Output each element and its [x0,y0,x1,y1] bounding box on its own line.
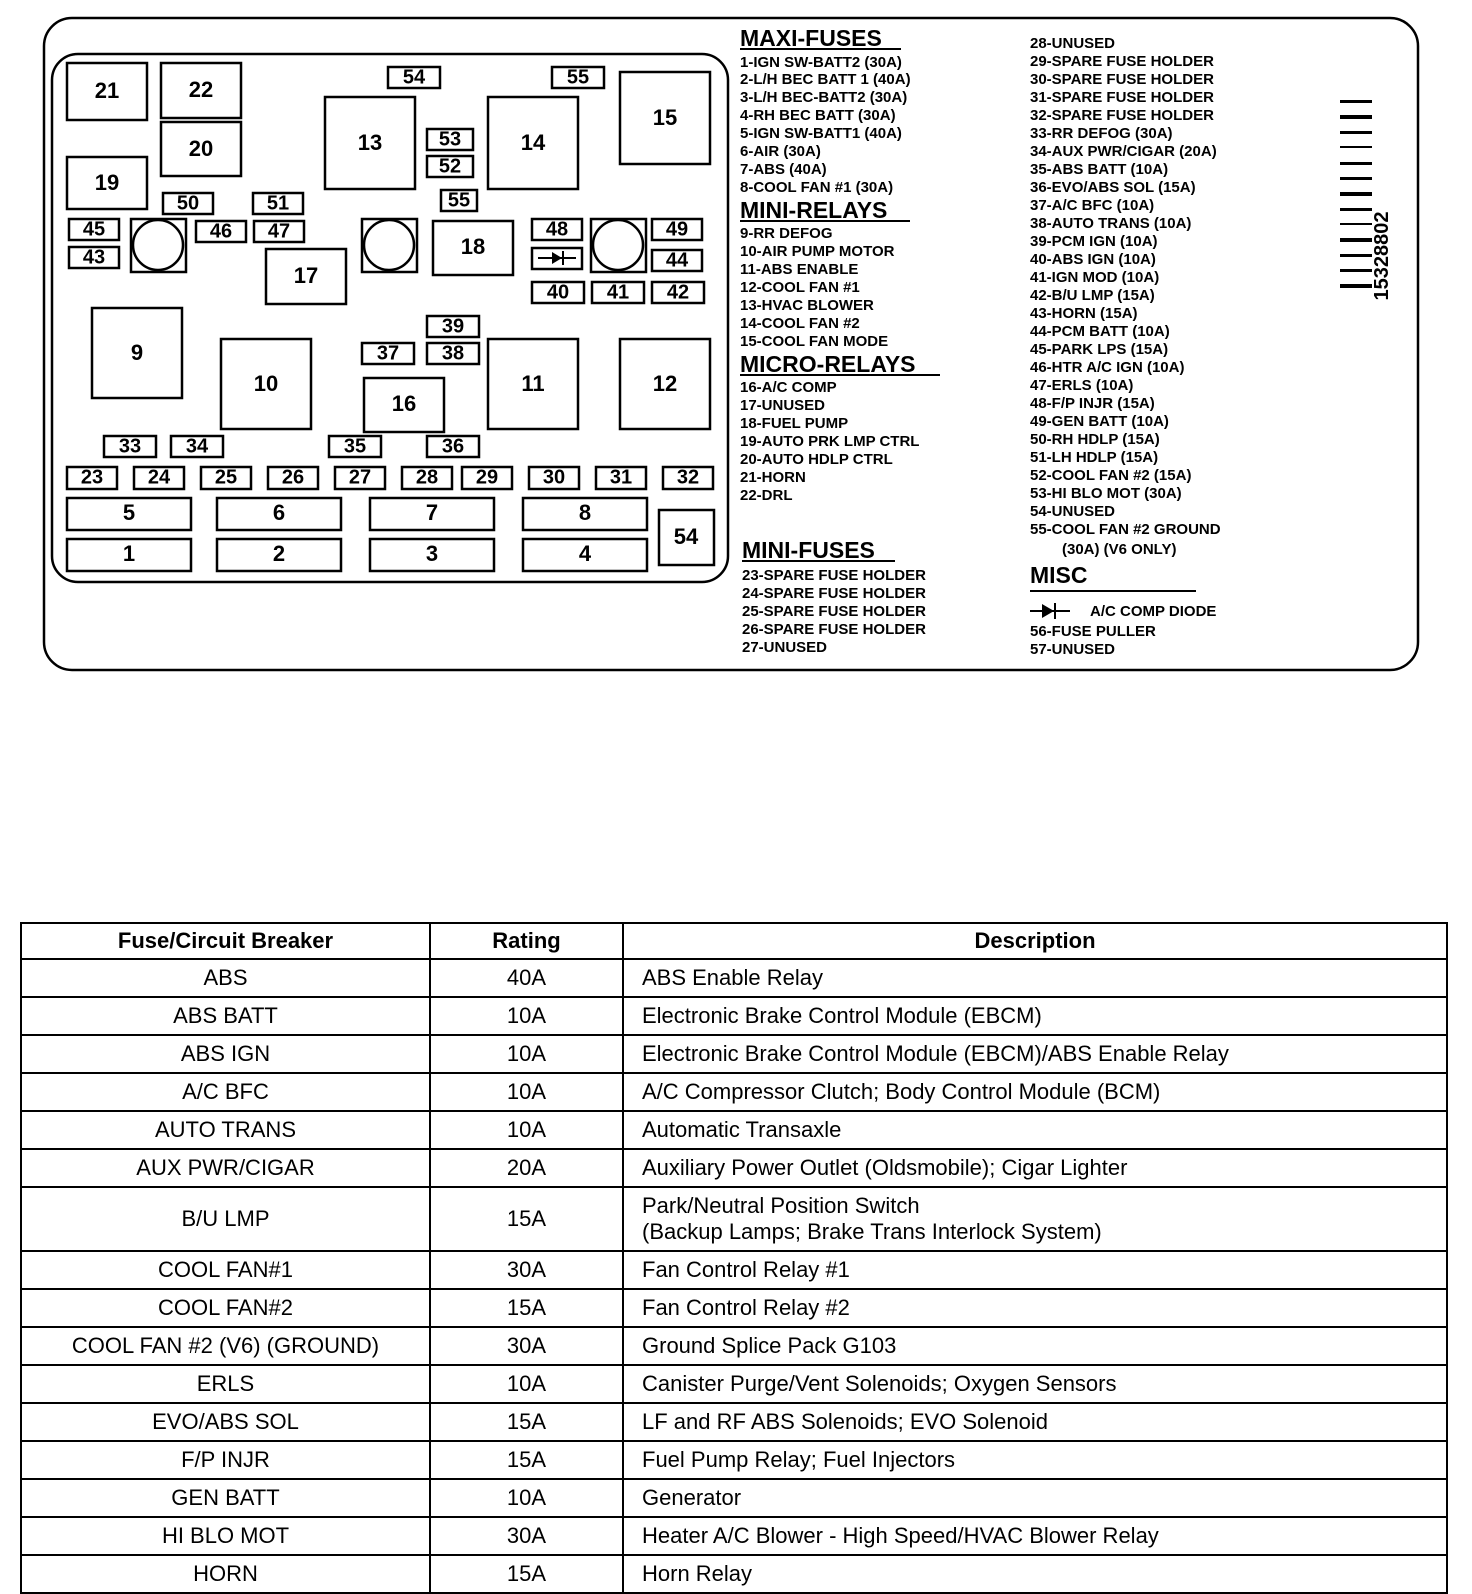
svg-text:11-ABS ENABLE: 11-ABS ENABLE [740,261,859,278]
svg-text:38-AUTO TRANS (10A): 38-AUTO TRANS (10A) [1030,215,1192,232]
cell-description [623,1187,1447,1251]
fuse-33 [104,435,156,457]
cell-description: Canister Purge/Vent Solenoids; Oxygen Sensors [623,1365,1447,1403]
svg-text:17: 17 [293,262,319,288]
cell-fuse: ABS IGN [21,1035,430,1073]
maxi-fuses-heading: MAXI-FUSES [740,25,882,51]
table-header-row [21,923,1447,959]
svg-text:28: 28 [415,466,439,489]
table-row [21,997,1447,1035]
table-row [21,1111,1447,1149]
svg-text:16: 16 [391,390,417,416]
relay-13 [325,97,415,189]
fuse-25 [201,466,251,489]
svg-text:37: 37 [376,342,400,365]
table-row [21,1327,1447,1365]
table-row [21,1035,1447,1073]
cell-description: Fuel Pump Relay; Fuel Injectors [623,1441,1447,1479]
svg-text:6: 6 [272,499,286,525]
cell-description: ABS Enable Relay [623,959,1447,997]
svg-text:21-HORN: 21-HORN [740,469,806,486]
table-row [21,1517,1447,1555]
svg-text:39: 39 [441,315,465,338]
fuse-31 [596,466,646,489]
table-row [21,1365,1447,1403]
col-header-rating: Rating [430,923,623,959]
svg-text:7-ABS (40A): 7-ABS (40A) [740,161,827,178]
svg-text:51: 51 [266,192,290,215]
fuse-26 [268,466,318,489]
connector-circle-left [133,220,183,270]
svg-text:23-SPARE FUSE HOLDER: 23-SPARE FUSE HOLDER [742,567,926,584]
fuse-51 [253,192,303,214]
fuse-49 [652,218,702,240]
svg-text:44: 44 [665,249,689,272]
svg-text:1-IGN SW-BATT2 (30A): 1-IGN SW-BATT2 (30A) [740,54,902,71]
cell-fuse: COOL FAN#1 [21,1251,430,1289]
fuse-46 [196,220,246,242]
cell-description: A/C Compressor Clutch; Body Control Module (BCM) [623,1073,1447,1111]
cell-description: Horn Relay [623,1555,1447,1593]
svg-text:22: 22 [188,76,214,102]
svg-text:49: 49 [665,218,689,241]
svg-text:18: 18 [460,233,486,259]
cell-rating: 10A [430,1111,623,1149]
svg-text:26: 26 [281,466,305,489]
svg-text:9: 9 [130,339,144,365]
fuse-23 [67,466,117,489]
svg-text:18-FUEL PUMP: 18-FUEL PUMP [740,415,849,432]
cell-fuse: AUTO TRANS [21,1111,430,1149]
svg-text:52: 52 [438,155,462,178]
fuse-35 [329,435,381,457]
svg-text:41: 41 [606,281,630,304]
svg-text:45: 45 [82,218,106,241]
relay-10 [221,339,311,429]
relay-20 [161,122,241,176]
svg-text:30: 30 [542,466,566,489]
relay-19 [67,157,147,209]
svg-text:36: 36 [441,435,465,458]
cell-fuse: HORN [21,1555,430,1593]
svg-text:40-ABS IGN (10A): 40-ABS IGN (10A) [1030,251,1156,268]
svg-text:47-ERLS (10A): 47-ERLS (10A) [1030,377,1134,394]
cell-description: Heater A/C Blower - High Speed/HVAC Blower Relay [623,1517,1447,1555]
relay-15 [620,72,710,164]
svg-text:46-HTR A/C IGN (10A): 46-HTR A/C IGN (10A) [1030,359,1185,376]
fuse-52 [427,155,473,177]
micro-relays-heading: MICRO-RELAYS [740,351,916,377]
maxi-fuse-6 [217,498,341,530]
box-54-bottom [659,510,714,565]
cell-rating: 15A [430,1555,623,1593]
cell-fuse: F/P INJR [21,1441,430,1479]
svg-text:35-ABS BATT (10A): 35-ABS BATT (10A) [1030,161,1169,178]
svg-text:20-AUTO HDLP CTRL: 20-AUTO HDLP CTRL [740,451,893,468]
maxi-fuse-8 [523,498,647,530]
fuse-43 [69,246,119,268]
fuse-37 [362,342,414,364]
relay-17 [266,249,346,304]
fuse-29 [462,466,512,489]
connector-circle-center [364,220,414,270]
svg-text:19-AUTO PRK LMP CTRL: 19-AUTO PRK LMP CTRL [740,433,920,450]
diode-icon [1030,603,1070,619]
fuse-55 [441,189,477,211]
relay-16 [364,378,444,432]
table-row [21,1403,1447,1441]
maxi-fuse-3 [370,539,494,571]
svg-text:9-RR DEFOG: 9-RR DEFOG [740,225,833,242]
cell-fuse: ERLS [21,1365,430,1403]
description-line-2: (Backup Lamps; Brake Trans Interlock System) [642,1219,1102,1244]
cell-rating: 15A [430,1187,623,1251]
cell-fuse: HI BLO MOT [21,1517,430,1555]
svg-text:27-UNUSED: 27-UNUSED [742,639,828,656]
description-line-1: Park/Neutral Position Switch [642,1193,920,1218]
fuse-55-top [552,66,604,88]
svg-text:8: 8 [578,499,592,525]
svg-text:32: 32 [676,466,700,489]
svg-text:13-HVAC BLOWER: 13-HVAC BLOWER [740,297,874,314]
fuse-50 [163,192,213,214]
maxi-fuse-5 [67,498,191,530]
svg-text:16-A/C COMP: 16-A/C COMP [740,379,837,396]
relay-11 [488,339,578,429]
svg-text:2: 2 [272,540,286,566]
svg-text:43-HORN (15A): 43-HORN (15A) [1030,305,1138,322]
svg-text:14-COOL FAN #2: 14-COOL FAN #2 [740,315,860,332]
svg-text:3: 3 [425,540,439,566]
table-row [21,1289,1447,1327]
svg-text:1: 1 [122,540,136,566]
cell-fuse: A/C BFC [21,1073,430,1111]
fuse-40 [532,281,584,303]
svg-text:2-L/H BEC BATT 1 (40A): 2-L/H BEC BATT 1 (40A) [740,71,911,88]
svg-text:4: 4 [578,540,592,566]
cell-fuse: GEN BATT [21,1479,430,1517]
cell-rating: 30A [430,1251,623,1289]
svg-text:10: 10 [253,370,279,396]
cell-fuse: COOL FAN #2 (V6) (GROUND) [21,1327,430,1365]
cell-description: Fan Control Relay #2 [623,1289,1447,1327]
cell-rating: 30A [430,1517,623,1555]
svg-text:6-AIR (30A): 6-AIR (30A) [740,143,821,160]
mini-fuses-heading: MINI-FUSES [742,537,875,563]
cell-fuse: AUX PWR/CIGAR [21,1149,430,1187]
svg-text:53-HI BLO MOT (30A): 53-HI BLO MOT (30A) [1030,485,1182,502]
svg-text:55: 55 [447,189,471,212]
fuse-54-top [388,66,440,88]
fuse-53 [427,128,473,150]
svg-text:42-B/U LMP (15A): 42-B/U LMP (15A) [1030,287,1155,304]
cell-description: Electronic Brake Control Module (EBCM) [623,997,1447,1035]
fuse-47 [254,220,304,242]
relay-22 [161,63,241,118]
cell-description: LF and RF ABS Solenoids; EVO Solenoid [623,1403,1447,1441]
fuse-48 [532,218,582,240]
misc-heading: MISC [1030,562,1088,588]
svg-text:25: 25 [214,466,238,489]
svg-text:8-COOL FAN #1 (30A): 8-COOL FAN #1 (30A) [740,179,894,196]
barcode-number: 15328802 [1371,211,1393,301]
svg-text:27: 27 [348,466,372,489]
svg-text:5: 5 [122,499,136,525]
svg-text:24: 24 [147,466,171,489]
cell-rating: 10A [430,997,623,1035]
svg-text:46: 46 [209,220,233,243]
fuse-41 [592,281,644,303]
fuse-38 [427,342,479,364]
svg-text:55: 55 [566,66,590,89]
barcode [1340,100,1372,288]
table-row [21,1073,1447,1111]
svg-text:28-UNUSED: 28-UNUSED [1030,35,1116,52]
svg-text:54-UNUSED: 54-UNUSED [1030,503,1116,520]
fuse-34 [171,435,223,457]
svg-text:7: 7 [425,499,439,525]
svg-text:13: 13 [357,129,383,155]
col-header-description: Description [623,923,1447,959]
cell-fuse: EVO/ABS SOL [21,1403,430,1441]
svg-text:24-SPARE FUSE HOLDER: 24-SPARE FUSE HOLDER [742,585,926,602]
svg-text:32-SPARE FUSE HOLDER: 32-SPARE FUSE HOLDER [1030,107,1214,124]
cell-rating: 10A [430,1035,623,1073]
svg-text:41-IGN MOD (10A): 41-IGN MOD (10A) [1030,269,1160,286]
svg-text:34-AUX PWR/CIGAR (20A): 34-AUX PWR/CIGAR (20A) [1030,143,1217,160]
svg-text:12: 12 [652,370,678,396]
fuse-24 [134,466,184,489]
diode-slot [532,248,582,269]
svg-text:44-PCM BATT (10A): 44-PCM BATT (10A) [1030,323,1170,340]
cell-description: Electronic Brake Control Module (EBCM)/ABS Enable Relay [623,1035,1447,1073]
svg-text:31-SPARE FUSE HOLDER: 31-SPARE FUSE HOLDER [1030,89,1214,106]
fuse-27 [335,466,385,489]
svg-text:48: 48 [545,218,569,241]
svg-text:52-COOL FAN #2 (15A): 52-COOL FAN #2 (15A) [1030,467,1192,484]
col-header-fuse: Fuse/Circuit Breaker [21,923,430,959]
svg-text:54: 54 [673,523,699,549]
svg-text:33: 33 [118,435,142,458]
table-row [21,1187,1447,1251]
svg-text:29: 29 [475,466,499,489]
maxi-fuse-1 [67,539,191,571]
svg-text:21: 21 [94,77,120,103]
svg-text:23: 23 [80,466,104,489]
relay-9 [92,308,182,398]
fuse-36 [427,435,479,457]
svg-text:47: 47 [267,220,291,243]
svg-text:54: 54 [402,66,426,89]
svg-text:36-EVO/ABS SOL (15A): 36-EVO/ABS SOL (15A) [1030,179,1196,196]
cell-fuse: B/U LMP [21,1187,430,1251]
fuse-39 [427,315,479,337]
svg-text:45-PARK LPS (15A): 45-PARK LPS (15A) [1030,341,1169,358]
svg-text:38: 38 [441,342,465,365]
cell-rating: 10A [430,1073,623,1111]
table-row [21,1441,1447,1479]
svg-text:15-COOL FAN MODE: 15-COOL FAN MODE [740,333,889,350]
cell-rating: 15A [430,1289,623,1327]
svg-text:3-L/H BEC-BATT2 (30A): 3-L/H BEC-BATT2 (30A) [740,89,908,106]
svg-text:57-UNUSED: 57-UNUSED [1030,641,1116,658]
fuse-30 [529,466,579,489]
cell-fuse: ABS [21,959,430,997]
fuse-28 [402,466,452,489]
connector-circle-right [593,220,643,270]
svg-text:15: 15 [652,104,678,130]
fuse-table [20,922,1448,1594]
svg-text:11: 11 [521,370,545,396]
relay-14 [488,97,578,189]
svg-text:35: 35 [343,435,367,458]
svg-text:20: 20 [188,135,214,161]
fuse-44 [652,249,702,271]
svg-text:40: 40 [546,281,570,304]
svg-text:17-UNUSED: 17-UNUSED [740,397,826,414]
svg-text:50: 50 [176,192,200,215]
table-row [21,1251,1447,1289]
svg-text:34: 34 [185,435,209,458]
fuse-32 [663,466,713,489]
fuse-45 [69,218,119,240]
svg-text:49-GEN BATT (10A): 49-GEN BATT (10A) [1030,413,1169,430]
cell-rating: 30A [430,1327,623,1365]
svg-text:10-AIR PUMP MOTOR: 10-AIR PUMP MOTOR [740,243,895,260]
svg-text:22-DRL: 22-DRL [740,487,793,504]
cell-description: Automatic Transaxle [623,1111,1447,1149]
relay-12 [620,339,710,429]
table-row [21,1555,1447,1593]
svg-text:42: 42 [666,281,690,304]
svg-text:A/C COMP DIODE: A/C COMP DIODE [1090,603,1217,620]
svg-text:43: 43 [82,246,106,269]
cell-description: Fan Control Relay #1 [623,1251,1447,1289]
maxi-fuse-7 [370,498,494,530]
table-row [21,1479,1447,1517]
svg-text:29-SPARE FUSE HOLDER: 29-SPARE FUSE HOLDER [1030,53,1214,70]
svg-text:48-F/P INJR (15A): 48-F/P INJR (15A) [1030,395,1155,412]
legend-column-1 [740,25,940,656]
svg-text:51-LH HDLP (15A): 51-LH HDLP (15A) [1030,449,1159,466]
fuse-42 [652,281,704,303]
svg-text:33-RR DEFOG (30A): 33-RR DEFOG (30A) [1030,125,1173,142]
svg-text:50-RH HDLP (15A): 50-RH HDLP (15A) [1030,431,1160,448]
cell-rating: 15A [430,1441,623,1479]
cell-fuse: ABS BATT [21,997,430,1035]
cell-rating: 10A [430,1479,623,1517]
maxi-fuse-4 [523,539,647,571]
mini-relays-heading: MINI-RELAYS [740,197,888,223]
svg-text:5-IGN SW-BATT1 (40A): 5-IGN SW-BATT1 (40A) [740,125,902,142]
svg-text:30-SPARE FUSE HOLDER: 30-SPARE FUSE HOLDER [1030,71,1214,88]
cell-description: Generator [623,1479,1447,1517]
svg-text:56-FUSE PULLER: 56-FUSE PULLER [1030,623,1156,640]
svg-text:55-COOL FAN #2 GROUND: 55-COOL FAN #2 GROUND [1030,521,1221,538]
svg-text:19: 19 [94,169,120,195]
svg-text:4-RH BEC BATT (30A): 4-RH BEC BATT (30A) [740,107,896,124]
svg-text:37-A/C BFC (10A): 37-A/C BFC (10A) [1030,197,1155,214]
svg-text:39-PCM IGN (10A): 39-PCM IGN (10A) [1030,233,1158,250]
svg-text:14: 14 [520,129,546,155]
relay-18 [433,221,513,275]
svg-text:53: 53 [438,128,462,151]
table-row [21,959,1447,997]
maxi-fuse-2 [217,539,341,571]
fuse-block-diagram [0,0,1472,720]
svg-text:25-SPARE FUSE HOLDER: 25-SPARE FUSE HOLDER [742,603,926,620]
cell-rating: 20A [430,1149,623,1187]
table-row [21,1149,1447,1187]
cell-rating: 15A [430,1403,623,1441]
relay-21 [67,63,147,120]
cell-rating: 40A [430,959,623,997]
cell-description: Ground Splice Pack G103 [623,1327,1447,1365]
cell-fuse: COOL FAN#2 [21,1289,430,1327]
svg-text:26-SPARE FUSE HOLDER: 26-SPARE FUSE HOLDER [742,621,926,638]
cell-rating: 10A [430,1365,623,1403]
svg-text:12-COOL FAN #1: 12-COOL FAN #1 [740,279,860,296]
svg-text:(30A) (V6 ONLY): (30A) (V6 ONLY) [1062,541,1177,558]
legend-column-2 [1030,35,1221,658]
cell-description: Auxiliary Power Outlet (Oldsmobile); Cigar Lighter [623,1149,1447,1187]
svg-text:31: 31 [609,466,633,489]
